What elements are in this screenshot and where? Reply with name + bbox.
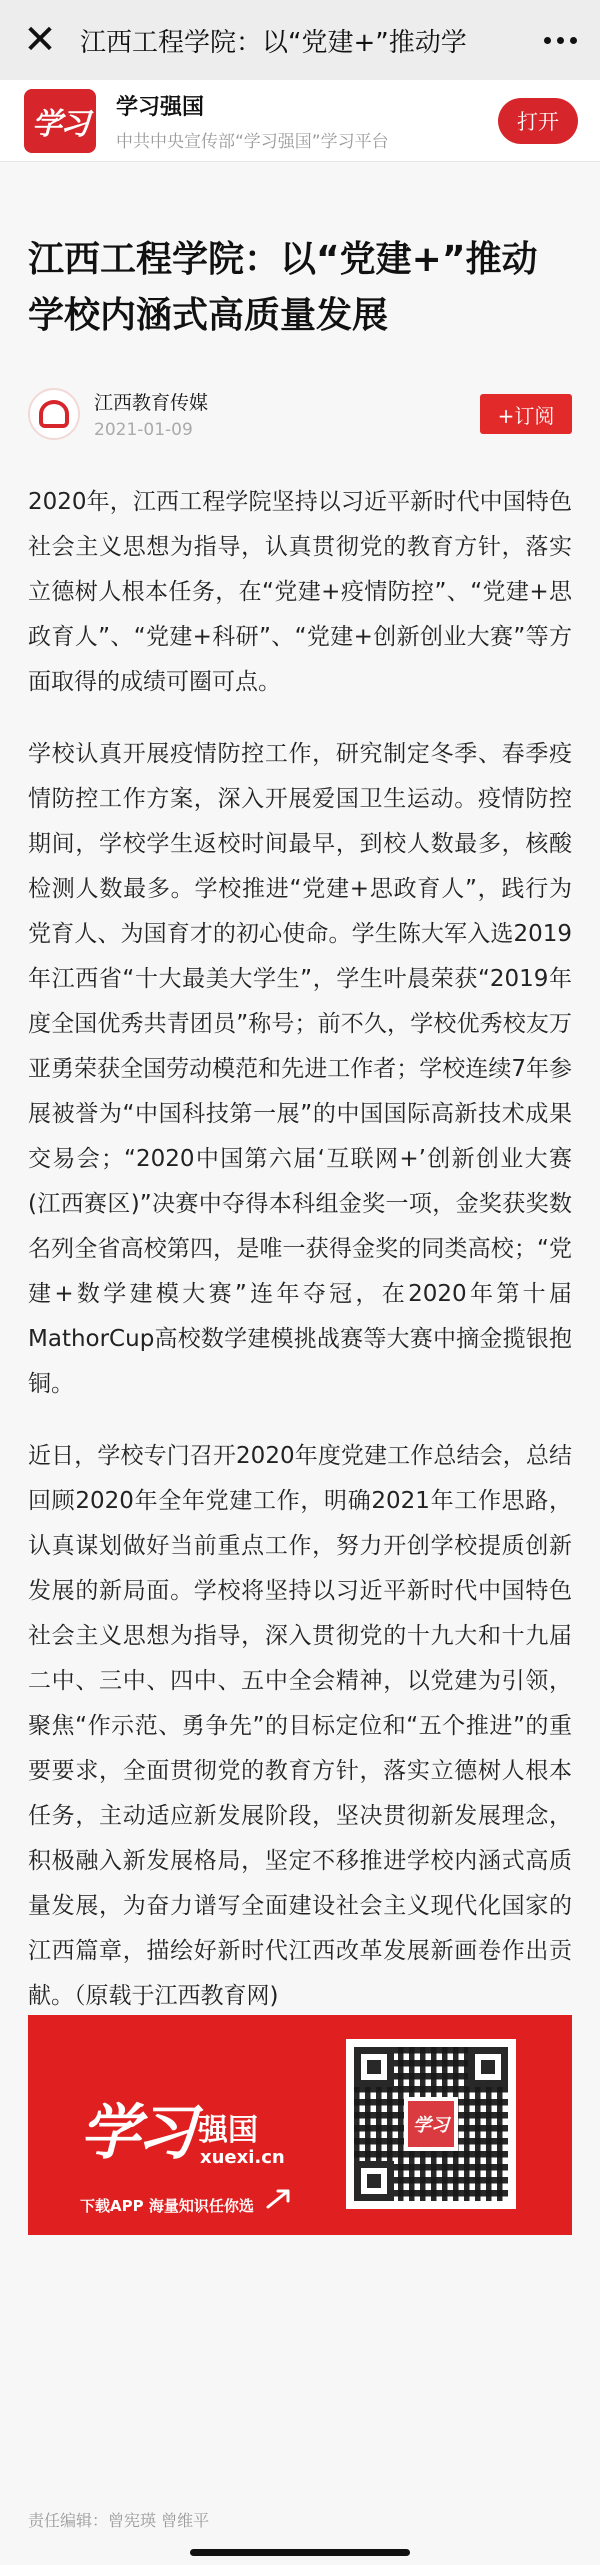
qr-logo: 学习 [404, 2097, 458, 2151]
article-title: 江西工程学院：以“党建+”推动学校内涵式高质量发展 [28, 239, 538, 336]
paragraph-1: 2020年，江西工程学院坚持以习近平新时代中国特色社会主义思想为指导，认真贯彻党的教育方针，落实立德树人根本任务，在“党建+疫情防控”、“党建+思政育人”、“党建+科研”、“党建+创新创业大赛”等方面取得的成绩可圈可点。 [28, 489, 572, 695]
author-name[interactable]: 江西教育传媒 [94, 392, 209, 414]
app-logo: 学习 [24, 89, 96, 153]
responsible-editor: 责任编辑：曾宪瑛 曾维平 [28, 2511, 210, 2530]
author-row [28, 384, 572, 444]
page-title: 江西工程学院：以“党建+”推动学 [80, 27, 467, 58]
promo-brand: 强国 [198, 2113, 258, 2148]
paragraph-2: 学校认真开展疫情防控工作，研究制定冬季、春季疫情防控工作方案，深入开展爱国卫生运动。疫情防控期间，学校学生返校时间最早，到校人数最多，核酸检测人数最多。学校推进“党建+思政育人”，践行为党育人、为国育才的初心使命。学生陈大军入选2019年江西省“十大最美大学生”，学生叶晨荣获“2019年度全国优秀共青团员”称号；前不久，学校优秀校友万亚勇荣获全国劳动模范和先进工作者；学校连续7年参展被誉为“中国科技第一展”的中国国际高新技术成果交易会；“2020中国第六届‘互联网+’创新创业大赛(江西赛区)”决赛中夺得本科组金奖一项，金奖获奖数名列全省高校第四，是唯一获得金奖的同类高校；“党建+数学建模大赛”连年夺冠，在2020年第十届MathorCup高校数学建模挑战赛等大赛中摘金揽银抱铜。 [28, 741, 572, 1397]
top-nav-bar [0, 0, 600, 80]
app-subtitle: 中共中央宣传部“学习强国”学习平台 [116, 131, 389, 152]
author-avatar[interactable] [28, 388, 80, 440]
app-download-banner [0, 80, 600, 162]
promo-banner[interactable] [28, 2015, 572, 2235]
subscribe-button[interactable]: +订阅 [480, 394, 572, 434]
paragraph-3: 近日，学校专门召开2020年度党建工作总结会，总结回顾2020年全年党建工作，明确2021年工作思路，认真谋划做好当前重点工作，努力开创学校提质创新发展的新局面。学校将坚持以习近平新时代中国特色社会主义思想为指导，深入贯彻党的十九大和十九届二中、三中、四中、五中全会精神，以党建为引领，聚焦“作示范、勇争先”的目标定位和“五个推进”的重要要求，全面贯彻党的教育方针，落实立德树人根本任务，主动适应新发展阶段，坚决贯彻新发展理念，积极融入新发展格局，坚定不移推进学校内涵式高质量发展，为奋力谱写全面建设社会主义现代化国家的江西篇章，描绘好新时代江西改革发展新画卷作出贡献。（原载于江西教育网) [28, 1443, 572, 2009]
promo-domain: xuexi.cn [200, 2147, 285, 2168]
close-icon[interactable]: ✕ [23, 17, 57, 63]
home-indicator [190, 2549, 410, 2556]
more-dots-icon[interactable] [520, 0, 600, 80]
article-body [28, 480, 572, 2046]
publish-date: 2021-01-09 [94, 420, 193, 440]
pointer-hand-icon [266, 2185, 298, 2211]
promo-logo: 学习 [80, 2098, 192, 2168]
app-name: 学习强国 [116, 94, 205, 120]
open-app-button[interactable]: 打开 [498, 98, 578, 144]
promo-download-text: 下载APP 海量知识任你选 [80, 2197, 254, 2215]
qr-code [346, 2039, 516, 2209]
